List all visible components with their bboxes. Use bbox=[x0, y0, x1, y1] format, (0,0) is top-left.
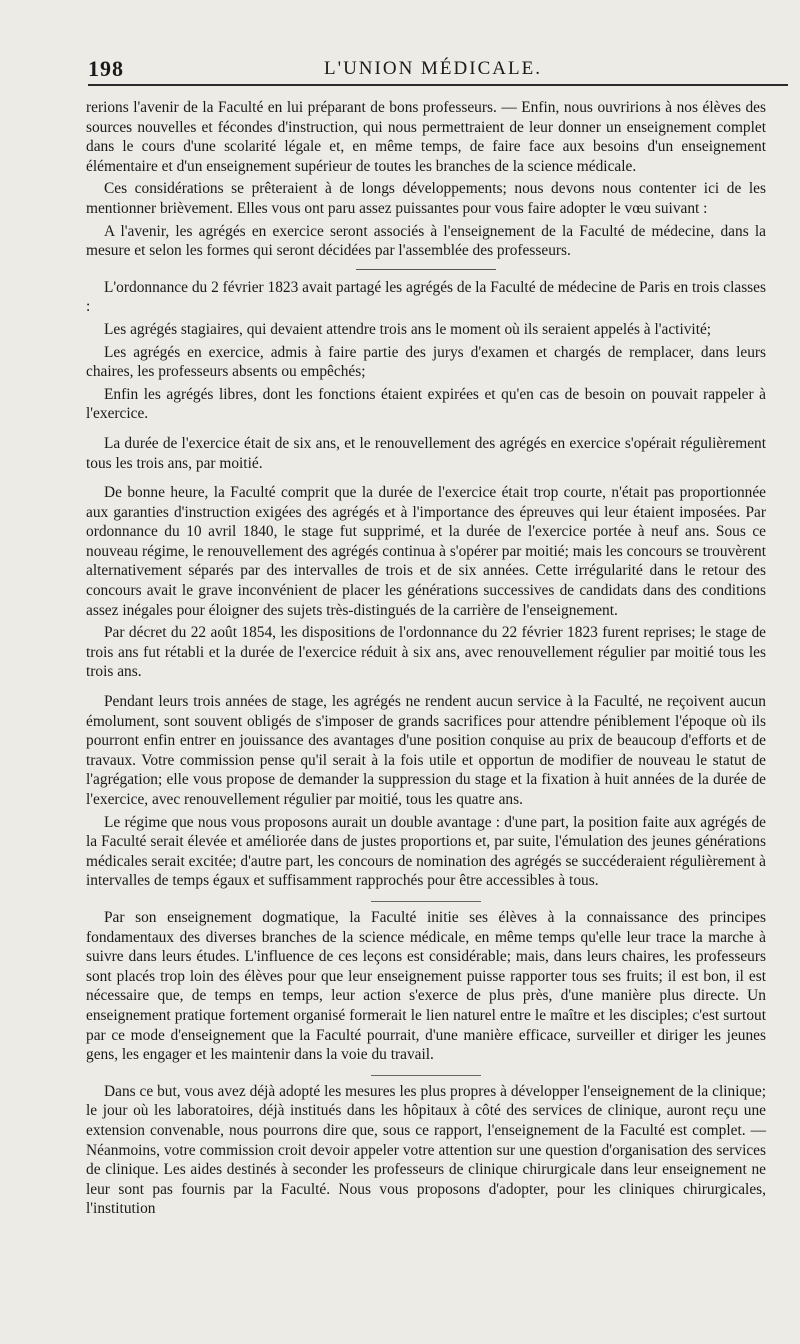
divider bbox=[356, 269, 496, 270]
divider bbox=[371, 901, 481, 902]
header-rule bbox=[88, 84, 788, 86]
paragraph: rerions l'avenir de la Faculté en lui préparant de bons professeurs. — Enfin, nous ouvririons à nos élèves des sources nouvelles et fécondes d'instruction, qui nous permettraient de leur donner un enseignement complet dans le cours d'une scolarité légale et, en même temps, de faire face aux besoins d'un enseignement élémentaire et d'un enseignement supérieur de toutes les branches de la science médicale. bbox=[86, 99, 766, 175]
body-text bbox=[86, 98, 766, 1222]
paragraph: De bonne heure, la Faculté comprit que la durée de l'exercice était trop courte, n'était pas proportionnée aux garanties d'instruction exigées des agrégés et à l'importance des épreuves qui leur étaient imposées. Par ordonnance du 10 avril 1840, le stage fut supprimé, et la durée de l'exercice portée à neuf ans. Sous ce nouveau régime, le renouvellement des agrégés continua à s'opérer par moitié; mais les concours se trouvèrent alternativement séparés par des intervalles de trois et de six années. Cette irrégularité dans le retour des concours avait le grave inconvénient de placer les générations successives de candidats dans des conditions assez inégales pour éloigner des sujets très-distingués de la carrière de l'enseignement. bbox=[86, 484, 766, 619]
paragraph: Pendant leurs trois années de stage, les agrégés ne rendent aucun service à la Faculté, ne reçoivent aucun émolument, sont souvent obligés de s'imposer de grands sacrifices pour attendre péniblement l'époque où ils pourront enfin entrer en jouissance des avantages d'une position conquise au prix de beaucoup d'efforts et de travaux. Votre commission pense qu'il serait à la fois utile et opportun de modifier de nouveau le statut de l'agrégation; elle vous propose de demander la suppression du stage et la fixation à huit années de la durée de l'exercice, avec renouvellement régulier par moitié, tous les quatre ans. bbox=[86, 693, 766, 808]
page-number: 198 bbox=[88, 56, 124, 81]
paragraph: Par décret du 22 août 1854, les dispositions de l'ordonnance du 22 février 1823 furent reprises; le stage de trois ans fut rétabli et la durée de l'exercice réduit à six ans, avec renouvellement régulier par moitié tous les trois ans. bbox=[86, 624, 766, 681]
paragraph: Dans ce but, vous avez déjà adopté les mesures les plus propres à développer l'enseignement de la clinique; le jour où les laboratoires, déjà institués dans les hôpitaux à côté des services de clinique, auront reçu une extension convenable, nous pourrons dire que, sous ce rapport, l'enseignement de la Faculté est complet. — Néanmoins, votre commission croit devoir appeler votre attention sur une question d'organisation des services de clinique. Les aides destinés à seconder les professeurs de clinique chirurgicale dans leur enseignement ne leur sont pas fournis par la Faculté. Nous vous proposons d'adopter, pour les cliniques chirurgicales, l'institution bbox=[86, 1082, 766, 1218]
paragraph: A l'avenir, les agrégés en exercice seront associés à l'enseignement de la Faculté de médecine, dans la mesure et selon les formes qui seront décidées par l'assemblée des professeurs. bbox=[86, 222, 766, 260]
paragraph: Ces considérations se prêteraient à de longs développements; nous devons nous contenter ici de les mentionner brièvement. Elles vous ont paru assez puissantes pour vous faire adopter le vœu suivant : bbox=[86, 180, 766, 217]
running-head: L'UNION MÉDICALE. bbox=[324, 58, 542, 79]
paragraph: Par son enseignement dogmatique, la Faculté initie ses élèves à la connaissance des principes fondamentaux des diverses branches de la science médicale, en même temps qu'elle leur trace la marche à suivre dans leurs études. L'influence de ces leçons est considérable; mais, dans leurs chaires, les professeurs sont placés trop loin des élèves pour que leur enseignement puisse rapporter tous ses fruits; il est bon, il est nécessaire que, de temps en temps, leur action s'exerce de plus près, d'une manière plus directe. Un enseignement pratique fortement organisé formerait le lien naturel entre le maître et les disciples; c'est surtout par ce mode d'enseignement que la Faculté pourrait, d'une manière efficace, surveiller et diriger les jeunes gens, les engager et les maintenir dans la voie du travail. bbox=[86, 908, 766, 1064]
paragraph: Le régime que nous vous proposons aurait un double avantage : d'une part, la position faite aux agrégés de la Faculté serait élevée et améliorée dans de justes proportions et, par suite, l'émulation des jeunes générations médicales serait excitée; d'autre part, les concours de nomination des agrégés se succéderaient régulièrement à intervalles de temps égaux et suffisamment rapprochés pour être accessibles à tous. bbox=[86, 813, 766, 890]
paragraph: Les agrégés stagiaires, qui devaient attendre trois ans le moment où ils seraient appelés à l'activité; bbox=[104, 320, 712, 338]
paragraph: L'ordonnance du 2 février 1823 avait partagé les agrégés de la Faculté de médecine de Paris en trois classes : bbox=[86, 278, 766, 316]
paragraph: La durée de l'exercice était de six ans, et le renouvellement des agrégés en exercice s'opérait régulièrement tous les trois ans, par moitié. bbox=[86, 434, 766, 472]
paragraph: Les agrégés en exercice, admis à faire partie des jurys d'examen et chargés de remplacer, dans leurs chaires, les professeurs absents ou empêchés; bbox=[86, 343, 766, 381]
page-header bbox=[88, 56, 778, 84]
divider bbox=[371, 1075, 481, 1076]
paragraph: Enfin les agrégés libres, dont les fonctions étaient expirées et qu'en cas de besoin on pouvait rappeler à l'exercice. bbox=[86, 385, 766, 423]
